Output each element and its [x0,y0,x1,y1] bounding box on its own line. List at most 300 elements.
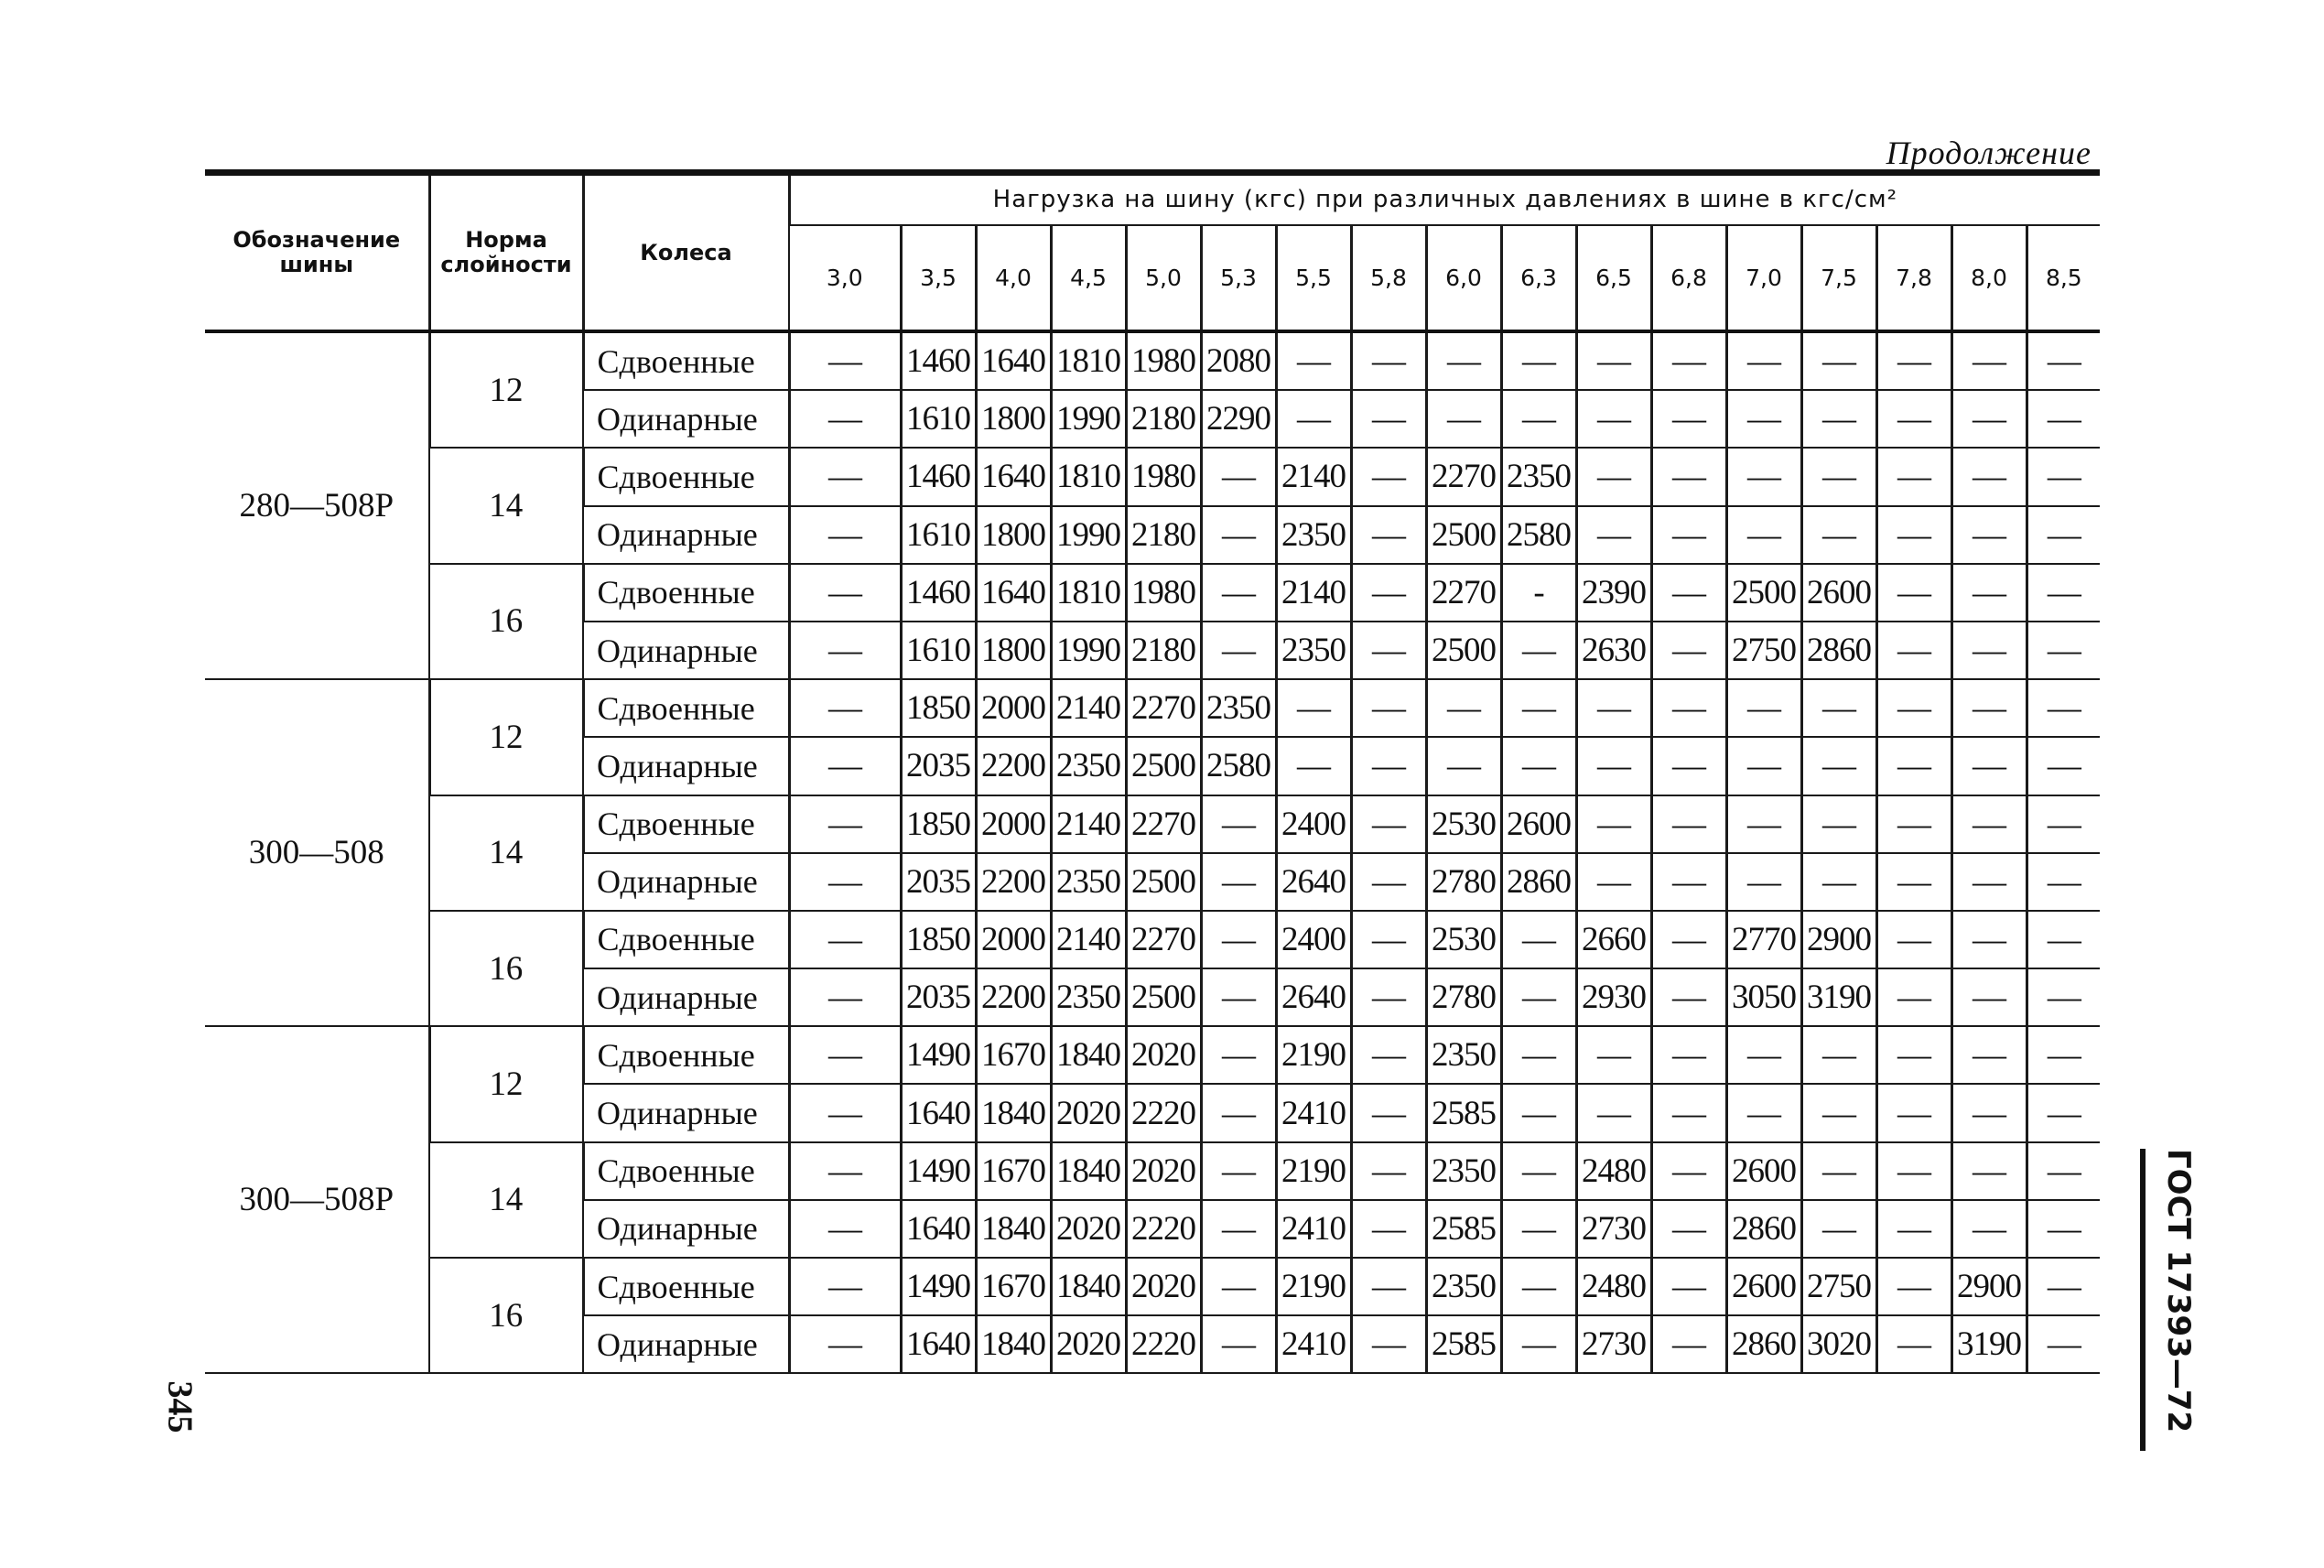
load-value: — [1801,448,1876,505]
pressure-header: 8,5 [2027,225,2100,331]
load-value: 2410 [1276,1315,1351,1373]
load-value: 2900 [1801,911,1876,968]
load-value: — [1201,1258,1276,1315]
load-value: 2080 [1201,331,1276,390]
load-value: — [1351,390,1426,448]
load-value: 2530 [1426,911,1501,968]
pressure-header: 5,0 [1126,225,1201,331]
load-value: — [1951,911,2027,968]
load-value: — [2027,564,2100,622]
wheel-type: Одинарные [583,1084,789,1141]
load-value: 2350 [1426,1258,1501,1315]
ply-rating: 16 [429,564,583,679]
pressure-header: 4,5 [1051,225,1126,331]
load-value: — [1951,1026,2027,1084]
load-value: — [1651,506,1726,564]
load-value: — [789,737,901,795]
table-row [205,1142,2100,1200]
load-value: — [1951,331,2027,390]
table-row [205,331,2100,390]
load-value: 2350 [1051,968,1126,1026]
load-value: — [1576,1026,1651,1084]
load-value: — [2027,853,2100,911]
load-value: — [1726,737,1801,795]
load-value: — [789,968,901,1026]
load-value: — [789,795,901,853]
pressure-header: 7,0 [1726,225,1801,331]
load-value: 1990 [1051,390,1126,448]
load-value: 2190 [1276,1258,1351,1315]
load-value: — [2027,1200,2100,1258]
load-value: — [1876,331,1951,390]
load-value: — [1726,448,1801,505]
load-value: — [1201,968,1276,1026]
pressure-header: 3,5 [901,225,976,331]
load-value: 2350 [1501,448,1576,505]
load-value: — [1276,331,1351,390]
load-value: 1490 [901,1142,976,1200]
load-value: — [1576,506,1651,564]
wheel-type: Сдвоенные [583,911,789,968]
load-value: 2730 [1576,1200,1651,1258]
load-value: — [1876,1142,1951,1200]
load-value: — [1426,331,1501,390]
load-value: 2035 [901,737,976,795]
load-value: — [2027,1084,2100,1141]
load-value: 2500 [1126,737,1201,795]
load-value: 2500 [1126,853,1201,911]
load-value: 2000 [976,795,1051,853]
load-value: — [1201,448,1276,505]
pressure-header: 4,0 [976,225,1051,331]
load-value: — [1351,1258,1426,1315]
load-value: — [1876,622,1951,679]
load-value: — [1501,390,1576,448]
load-value: 2035 [901,853,976,911]
load-value: — [1351,1026,1426,1084]
load-value: 2630 [1576,622,1651,679]
load-value: 1990 [1051,622,1126,679]
load-value: 2585 [1426,1315,1501,1373]
load-value: — [1876,1084,1951,1141]
load-value: 3190 [1801,968,1876,1026]
load-value: 2580 [1501,506,1576,564]
load-value: 2400 [1276,795,1351,853]
load-value: 2500 [1426,622,1501,679]
gost-side-label [2140,1149,2199,1451]
load-value: 2410 [1276,1200,1351,1258]
load-value: 2350 [1276,506,1351,564]
load-value: 2400 [1276,911,1351,968]
load-value: 1490 [901,1026,976,1084]
load-value: — [789,331,901,390]
load-value: — [2027,390,2100,448]
load-value: — [1876,737,1951,795]
load-value: 1840 [1051,1142,1126,1200]
load-value: — [1351,737,1426,795]
ply-rating: 14 [429,448,583,563]
load-value: 1610 [901,622,976,679]
load-value: 1840 [976,1200,1051,1258]
load-value: — [789,679,901,737]
load-value: 3050 [1726,968,1801,1026]
load-value: — [1951,679,2027,737]
ply-rating: 16 [429,911,583,1026]
load-value: 2290 [1201,390,1276,448]
load-value: — [1501,331,1576,390]
load-value: — [1576,390,1651,448]
load-value: — [1276,737,1351,795]
load-value: 2140 [1051,795,1126,853]
wheel-type: Сдвоенные [583,448,789,505]
load-value: — [1501,968,1576,1026]
load-value: — [789,1200,901,1258]
load-value: — [1351,1315,1426,1373]
load-value: 2350 [1201,679,1276,737]
pressure-header: 3,0 [789,225,901,331]
load-value: 1810 [1051,331,1126,390]
load-value: 2200 [976,737,1051,795]
load-value: — [1651,448,1726,505]
load-value: — [1501,911,1576,968]
load-value: 1640 [901,1315,976,1373]
load-value: — [2027,679,2100,737]
gost-number: ГОСТ 17393—72 [2160,1149,2197,1433]
load-value: — [1876,853,1951,911]
load-value: — [1726,853,1801,911]
header-wheels: Колеса [583,173,789,332]
load-value: 2020 [1126,1026,1201,1084]
load-value: 2140 [1276,448,1351,505]
load-value: — [1201,622,1276,679]
load-value: — [1651,1142,1726,1200]
load-value: 2200 [976,853,1051,911]
load-value: — [1801,795,1876,853]
load-value: 2860 [1726,1200,1801,1258]
load-value: 2600 [1801,564,1876,622]
load-value: — [1876,448,1951,505]
load-value: 2190 [1276,1142,1351,1200]
load-value: — [789,853,901,911]
table-row [205,1026,2100,1084]
table-row [205,795,2100,853]
load-value: — [1951,506,2027,564]
load-value: — [1351,853,1426,911]
load-value: — [2027,1026,2100,1084]
load-value: — [1801,679,1876,737]
load-value: 2600 [1726,1142,1801,1200]
load-value: 1490 [901,1258,976,1315]
pressure-header: 5,8 [1351,225,1426,331]
load-value: — [2027,622,2100,679]
load-value: — [1201,911,1276,968]
load-value: 2270 [1126,679,1201,737]
load-value: 2730 [1576,1315,1651,1373]
load-value: — [1201,795,1276,853]
load-value: 2020 [1126,1258,1201,1315]
load-value: — [789,1142,901,1200]
load-value: 2780 [1426,968,1501,1026]
load-value: — [1576,679,1651,737]
load-value: 1810 [1051,564,1126,622]
load-value: 1610 [901,506,976,564]
load-value: 2900 [1951,1258,2027,1315]
load-value: — [1651,622,1726,679]
load-value: — [1951,448,2027,505]
load-value: — [1501,1258,1576,1315]
page-number: 345 [160,1380,200,1433]
load-value: 2350 [1426,1026,1501,1084]
load-value: — [1351,1142,1426,1200]
load-value: — [1501,1200,1576,1258]
load-value: 1640 [976,448,1051,505]
load-value: 2410 [1276,1084,1351,1141]
load-value: 2860 [1801,622,1876,679]
load-value: — [1801,1084,1876,1141]
load-value: — [1651,564,1726,622]
load-value: 2000 [976,679,1051,737]
load-value: 1800 [976,506,1051,564]
load-value: 2020 [1126,1142,1201,1200]
load-value: — [1951,1084,2027,1141]
load-value: 2480 [1576,1258,1651,1315]
load-value: 1670 [976,1258,1051,1315]
load-value: — [1576,737,1651,795]
load-value: — [1426,737,1501,795]
ply-rating: 14 [429,1142,583,1258]
load-value: — [1201,506,1276,564]
load-value: — [789,1315,901,1373]
load-value: — [2027,795,2100,853]
ply-rating: 12 [429,1026,583,1141]
load-value: — [1801,1200,1876,1258]
load-value: 1990 [1051,506,1126,564]
wheel-type: Сдвоенные [583,1258,789,1315]
continuation-label: Продолжение [1886,135,2092,171]
load-value: — [1276,390,1351,448]
load-value: 1980 [1126,331,1201,390]
load-value: — [1426,390,1501,448]
load-value: — [1876,679,1951,737]
load-value: — [1951,968,2027,1026]
load-value: — [1351,679,1426,737]
load-value: — [1576,1084,1651,1141]
load-value: — [1351,968,1426,1026]
load-value: — [1351,331,1426,390]
load-value: — [1201,853,1276,911]
load-value: 1460 [901,331,976,390]
load-value: — [1351,448,1426,505]
wheel-type: Одинарные [583,853,789,911]
load-value: — [1951,737,2027,795]
table-row [205,679,2100,737]
load-value: — [2027,1258,2100,1315]
load-value: 2270 [1426,564,1501,622]
load-value: — [789,390,901,448]
load-value: 1850 [901,795,976,853]
load-value: 2585 [1426,1200,1501,1258]
load-value: 1640 [976,331,1051,390]
pressure-header: 7,5 [1801,225,1876,331]
load-value: 2000 [976,911,1051,968]
load-value: — [1951,1142,2027,1200]
load-value: 2860 [1501,853,1576,911]
wheel-type: Сдвоенные [583,564,789,622]
wheel-type: Сдвоенные [583,679,789,737]
load-value: — [2027,737,2100,795]
load-value: — [1651,853,1726,911]
load-value: 2860 [1726,1315,1801,1373]
load-value: 1670 [976,1026,1051,1084]
ply-rating: 16 [429,1258,583,1373]
load-value: — [1501,1026,1576,1084]
table-row [205,564,2100,622]
ply-rating: 12 [429,331,583,448]
load-value: — [1651,968,1726,1026]
load-value: 1640 [901,1200,976,1258]
pressure-header: 5,3 [1201,225,1276,331]
load-value: 2500 [1426,506,1501,564]
load-value: — [2027,1142,2100,1200]
load-value: 1840 [1051,1258,1126,1315]
load-value: — [789,1258,901,1315]
load-value: 2585 [1426,1084,1501,1141]
load-value: — [1201,1026,1276,1084]
tire-designation: 280—508Р [205,331,429,679]
load-value: 2140 [1051,911,1126,968]
load-value: 2220 [1126,1200,1201,1258]
load-value: 1460 [901,448,976,505]
load-value: 2530 [1426,795,1501,853]
wheel-type: Сдвоенные [583,1026,789,1084]
load-value: — [1201,1200,1276,1258]
pressure-header: 5,5 [1276,225,1351,331]
load-value: — [1876,1026,1951,1084]
load-value: — [789,506,901,564]
load-value: — [1651,1026,1726,1084]
load-value: — [1501,1142,1576,1200]
load-value: 2140 [1276,564,1351,622]
load-value: 1610 [901,390,976,448]
load-value: — [1576,331,1651,390]
load-value: 1840 [976,1084,1051,1141]
load-value: 2140 [1051,679,1126,737]
load-value: 2270 [1426,448,1501,505]
load-value: — [1651,1084,1726,1141]
load-value: 2750 [1801,1258,1876,1315]
load-value: — [1351,795,1426,853]
load-value: 2500 [1726,564,1801,622]
load-value: — [789,564,901,622]
load-value: — [1501,622,1576,679]
load-value: 1840 [1051,1026,1126,1084]
load-value: 1800 [976,622,1051,679]
load-value: — [1351,622,1426,679]
header-tire: Обозначение шины [205,173,429,332]
load-value: — [1801,331,1876,390]
load-value: 2350 [1051,737,1126,795]
load-value: — [1726,331,1801,390]
load-value: 2020 [1051,1200,1126,1258]
load-value: — [1951,853,2027,911]
load-value: 1810 [1051,448,1126,505]
load-value: — [2027,331,2100,390]
table-row [205,911,2100,968]
pressure-header: 8,0 [1951,225,2027,331]
wheel-type: Одинарные [583,737,789,795]
load-value: 2020 [1051,1315,1126,1373]
load-value: 2190 [1276,1026,1351,1084]
load-value: 2350 [1051,853,1126,911]
load-value: 1800 [976,390,1051,448]
load-value: — [1951,795,2027,853]
load-value: 2600 [1726,1258,1801,1315]
load-value: 3020 [1801,1315,1876,1373]
load-value: — [1801,390,1876,448]
load-value: — [1351,564,1426,622]
load-value: — [1651,795,1726,853]
load-value: — [1876,795,1951,853]
load-value: - [1501,564,1576,622]
load-value: — [1201,1084,1276,1141]
wheel-type: Одинарные [583,1200,789,1258]
load-value: — [1951,390,2027,448]
load-value: — [1726,679,1801,737]
load-value: — [1876,1258,1951,1315]
load-value: 1840 [976,1315,1051,1373]
load-value: — [789,1026,901,1084]
load-value: — [1876,1200,1951,1258]
load-value: 2500 [1126,968,1201,1026]
load-value: — [1426,679,1501,737]
load-value: — [2027,448,2100,505]
load-value: — [1801,1142,1876,1200]
load-value: 2480 [1576,1142,1651,1200]
load-value: — [2027,911,2100,968]
load-value: — [1801,853,1876,911]
load-value: 2660 [1576,911,1651,968]
load-value: — [2027,1315,2100,1373]
ply-rating: 12 [429,679,583,795]
pressure-header: 6,5 [1576,225,1651,331]
load-value: — [1651,390,1726,448]
wheel-type: Одинарные [583,622,789,679]
load-value: — [1951,622,2027,679]
wheel-type: Одинарные [583,1315,789,1373]
load-value: 2200 [976,968,1051,1026]
load-value: — [1201,564,1276,622]
load-value: — [1651,679,1726,737]
load-value: 2350 [1426,1142,1501,1200]
load-value: — [2027,968,2100,1026]
pressure-header: 6,3 [1501,225,1576,331]
header-load: Нагрузка на шину (кгс) при различных давлениях в шине в кгс/см² [789,173,2100,226]
pressure-header: 6,8 [1651,225,1726,331]
load-value: 2780 [1426,853,1501,911]
load-value: — [1351,911,1426,968]
load-value: — [1201,1142,1276,1200]
load-value: — [1501,679,1576,737]
load-value: — [1351,1084,1426,1141]
load-value: — [1876,1315,1951,1373]
wheel-type: Одинарные [583,390,789,448]
load-value: 1640 [976,564,1051,622]
load-value: — [2027,506,2100,564]
wheel-type: Сдвоенные [583,795,789,853]
load-value: — [1876,506,1951,564]
load-value: — [1651,1315,1726,1373]
load-value: — [1876,968,1951,1026]
